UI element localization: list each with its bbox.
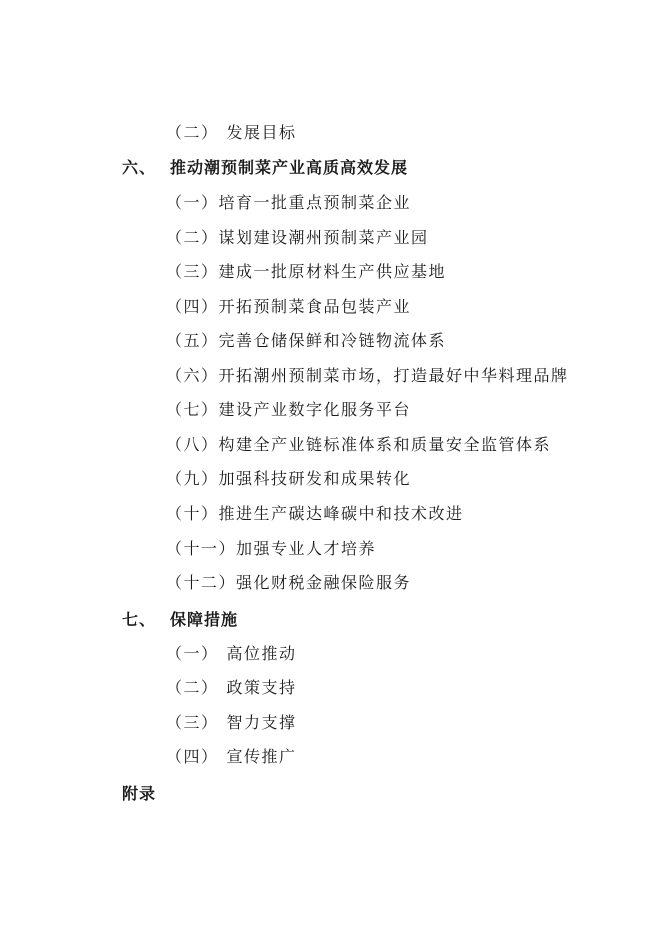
toc-item-6-8[interactable]: （八）构建全产业链标准体系和质量安全监管体系 <box>166 435 552 454</box>
section-number: 六、 <box>122 158 157 177</box>
toc-item-label: 宣传推广 <box>226 747 297 766</box>
toc-item-number: （二） <box>166 678 219 697</box>
toc-item-6-12[interactable]: （十二）强化财税金融保险服务 <box>166 573 412 592</box>
toc-item-6-5[interactable]: （五）完善仓储保鲜和冷链物流体系 <box>166 331 447 350</box>
toc-item-6-10[interactable]: （十）推进生产碳达峰碳中和技术改进 <box>166 504 464 523</box>
section-title: 推动潮预制菜产业高质高效发展 <box>170 158 409 177</box>
toc-item-6-1[interactable]: （一）培育一批重点预制菜企业 <box>166 193 412 212</box>
toc-item-label: 发展目标 <box>226 123 297 142</box>
toc-heading-appendix[interactable]: 附录 <box>122 784 157 803</box>
toc-heading-section-6[interactable] <box>122 158 408 178</box>
toc-item-6-2[interactable]: （二）谋划建设潮州预制菜产业园 <box>166 228 429 247</box>
toc-heading-section-7[interactable] <box>122 610 238 630</box>
toc-item-development-goals[interactable] <box>166 123 297 143</box>
toc-item-label: 智力支撑 <box>226 713 297 732</box>
toc-item-7-3[interactable] <box>166 713 297 733</box>
toc-item-6-3[interactable]: （三）建成一批原材料生产供应基地 <box>166 262 447 281</box>
toc-item-6-6[interactable]: （六）开拓潮州预制菜市场，打造最好中华料理品牌 <box>166 366 569 385</box>
toc-item-7-2[interactable] <box>166 678 297 698</box>
toc-item-6-7[interactable]: （七）建设产业数字化服务平台 <box>166 400 412 419</box>
toc-item-number: （二） <box>166 123 219 142</box>
toc-item-number: （一） <box>166 644 219 663</box>
toc-item-label: 高位推动 <box>226 644 297 663</box>
section-title: 保障措施 <box>170 610 239 629</box>
toc-item-number: （四） <box>166 747 219 766</box>
toc-item-number: （三） <box>166 713 219 732</box>
section-number: 七、 <box>122 610 157 629</box>
toc-item-6-4[interactable]: （四）开拓预制菜食品包装产业 <box>166 297 412 316</box>
toc-item-7-4[interactable] <box>166 747 297 767</box>
toc-item-7-1[interactable] <box>166 644 297 664</box>
toc-item-6-11[interactable]: （十一）加强专业人才培养 <box>166 539 377 558</box>
toc-item-6-9[interactable]: （九）加强科技研发和成果转化 <box>166 469 412 488</box>
toc-item-label: 政策支持 <box>226 678 297 697</box>
